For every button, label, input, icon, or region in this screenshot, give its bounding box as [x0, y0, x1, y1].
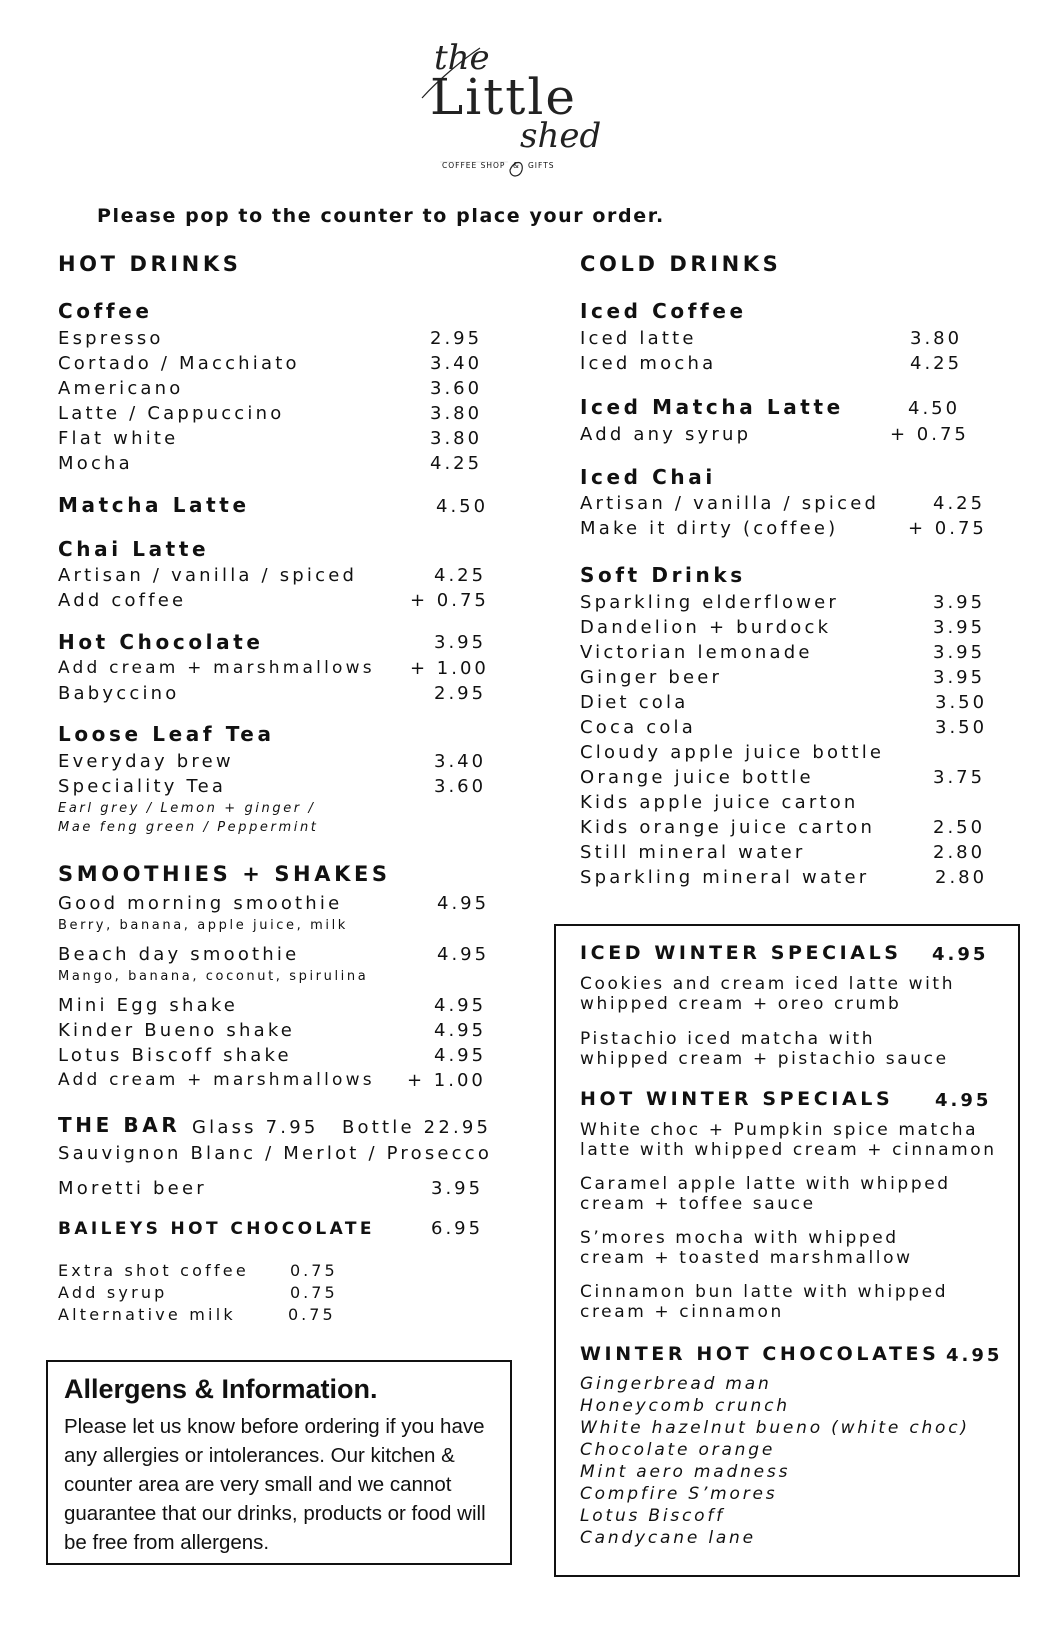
hot-chocolate-flavour: Candycane lane	[580, 1528, 756, 1548]
winter-hot-chocolates-price: 4.95	[946, 1345, 1003, 1366]
menu-item-price: 3.75	[933, 767, 986, 788]
hot-chocolate-flavour: Lotus Biscoff	[580, 1506, 725, 1526]
menu-item-name: Add cream + marshmallows	[58, 658, 375, 678]
menu-item-name: Sparkling elderflower	[580, 592, 839, 613]
logo-tagline-left: COFFEE SHOP	[442, 161, 506, 170]
matcha-latte-price: 4.50	[436, 496, 489, 517]
extra-name: Extra shot coffee	[58, 1261, 249, 1280]
menu-item-price: 3.95	[933, 667, 986, 688]
menu-item-price: 4.95	[437, 893, 490, 914]
menu-item-description: Berry, banana, apple juice, milk	[58, 918, 348, 933]
logo-shed: shed	[520, 116, 602, 156]
hot-chocolate-flavour: Mint aero madness	[580, 1462, 791, 1482]
menu-item-name: Orange juice bottle	[580, 767, 814, 788]
menu-item-price: 4.25	[434, 565, 487, 586]
winter-hot-chocolates-heading: WINTER HOT CHOCOLATES	[580, 1343, 940, 1365]
menu-item-name: Artisan / vanilla / spiced	[58, 565, 358, 586]
extra-price: 0.75	[288, 1305, 336, 1324]
menu-item-price: 2.95	[430, 328, 483, 349]
the-bar-heading: THE BAR	[58, 1113, 181, 1137]
iced-chai-heading: Iced Chai	[580, 465, 716, 489]
menu-item-name: Victorian lemonade	[580, 642, 813, 663]
menu-item-price: + 0.75	[410, 590, 489, 611]
menu-item-name: Add cream + marshmallows	[58, 1070, 375, 1090]
menu-item-name: Kinder Bueno shake	[58, 1020, 296, 1041]
menu-item-price: 3.60	[434, 776, 487, 797]
special-item: cream + cinnamon	[580, 1302, 784, 1322]
bar-glass-price: Glass 7.95	[192, 1117, 319, 1138]
menu-item-name: Mocha	[58, 453, 133, 474]
hot-chocolate-flavour: Compfire S’mores	[580, 1484, 778, 1504]
menu-item-price: 2.80	[935, 867, 988, 888]
menu-item-name: Good morning smoothie	[58, 893, 343, 914]
iced-winter-specials-heading: ICED WINTER SPECIALS	[580, 942, 902, 964]
menu-item-price: 4.25	[933, 493, 986, 514]
menu-item-name: Coca cola	[580, 717, 696, 738]
menu-item-name: Still mineral water	[580, 842, 806, 863]
special-item: cream + toffee sauce	[580, 1194, 816, 1214]
menu-item-price: 4.95	[437, 944, 490, 965]
tea-varieties-note: Mae feng green / Peppermint	[58, 820, 319, 835]
extra-name: Add syrup	[58, 1283, 168, 1302]
hot-chocolate-flavour: White hazelnut bueno (white choc)	[580, 1418, 970, 1438]
hot-chocolate-flavour: Honeycomb crunch	[580, 1396, 790, 1416]
extra-price: 0.75	[290, 1283, 338, 1302]
logo-tagline-amp: &	[513, 161, 520, 170]
bar-bottle-price: Bottle 22.95	[342, 1117, 492, 1138]
menu-item-price: 3.80	[910, 328, 963, 349]
special-item: cream + toasted marshmallow	[580, 1248, 913, 1268]
allergens-body: Please let us know before ordering if you have any allergies or intolerances. Our kitchen & counter area are very small and we cannot guarantee that our drinks, products or food will be free from allergens.	[64, 1415, 486, 1554]
menu-item-price: 3.80	[430, 403, 483, 424]
iced-matcha-price: 4.50	[908, 398, 961, 419]
logo	[410, 38, 610, 178]
iced-matcha-heading: Iced Matcha Latte	[580, 395, 844, 419]
menu-item-price: 3.80	[430, 428, 483, 449]
special-item: Pistachio iced matcha with	[580, 1029, 876, 1049]
allergens-title: Allergens & Information.	[64, 1374, 378, 1404]
menu-item-price: 3.95	[933, 592, 986, 613]
menu-item-price: 2.80	[933, 842, 986, 863]
menu-item-price: + 1.00	[410, 658, 489, 679]
menu-item-price: 3.40	[430, 353, 483, 374]
special-item: latte with whipped cream + cinnamon	[580, 1140, 997, 1160]
chai-latte-heading: Chai Latte	[58, 537, 210, 561]
menu-item-name: Iced mocha	[580, 353, 717, 374]
menu-item-name: Speciality Tea	[58, 776, 227, 797]
menu-item-price: 2.50	[933, 817, 986, 838]
smoothies-shakes-heading: SMOOTHIES + SHAKES	[58, 862, 391, 886]
menu-item-name: Kids orange juice carton	[580, 817, 876, 838]
menu-item-price: 4.25	[910, 353, 963, 374]
extra-name: Alternative milk	[58, 1305, 236, 1324]
menu-item-name: Lotus Biscoff shake	[58, 1045, 292, 1066]
hot-chocolate-heading: Hot Chocolate	[58, 630, 264, 654]
menu-item-name: Espresso	[58, 328, 164, 349]
extra-price: 0.75	[290, 1261, 338, 1280]
menu-item-price: 4.25	[430, 453, 483, 474]
iced-coffee-heading: Iced Coffee	[580, 299, 747, 323]
menu-item-name: Mini Egg shake	[58, 995, 239, 1016]
menu-item-price: 4.95	[434, 1045, 487, 1066]
baileys-price: 6.95	[431, 1218, 484, 1239]
menu-item-name: Kids apple juice carton	[580, 792, 859, 813]
hot-winter-specials-heading: HOT WINTER SPECIALS	[580, 1088, 894, 1110]
hot-drinks-heading: HOT DRINKS	[58, 252, 242, 276]
menu-item-price: 2.95	[434, 683, 487, 704]
menu-item-name: Artisan / vanilla / spiced	[580, 493, 880, 514]
soft-drinks-heading: Soft Drinks	[580, 563, 746, 587]
menu-item-name: Moretti beer	[58, 1178, 207, 1199]
special-item: S’mores mocha with whipped	[580, 1228, 899, 1248]
menu-item-price: 3.50	[935, 717, 988, 738]
menu-item-name: Dandelion + burdock	[580, 617, 832, 638]
logo-the: the	[434, 38, 490, 78]
special-item: White choc + Pumpkin spice matcha	[580, 1120, 979, 1140]
menu-item-price: + 0.75	[908, 518, 987, 539]
menu-item-name: Diet cola	[580, 692, 689, 713]
special-item: Cookies and cream iced latte with	[580, 974, 956, 994]
matcha-latte-heading: Matcha Latte	[58, 493, 250, 517]
menu-item-name: Sparkling mineral water	[580, 867, 870, 888]
tea-varieties-note: Earl grey / Lemon + ginger /	[58, 801, 316, 816]
menu-item-name: Cortado / Macchiato	[58, 353, 300, 374]
menu-item-name: Add coffee	[58, 590, 187, 611]
menu-item-price: 3.60	[430, 378, 483, 399]
hot-winter-specials-price: 4.95	[935, 1090, 992, 1111]
menu-item-price: 4.95	[434, 995, 487, 1016]
menu-item-price: 3.95	[431, 1178, 484, 1199]
special-item: Cinnamon bun latte with whipped	[580, 1282, 949, 1302]
menu-item-name: Flat white	[58, 428, 179, 449]
menu-item-name: Add any syrup	[580, 424, 752, 445]
special-item: Caramel apple latte with whipped	[580, 1174, 951, 1194]
menu-item-name: Latte / Cappuccino	[58, 403, 285, 424]
menu-item-name: Iced latte	[580, 328, 697, 349]
menu-item-description: Mango, banana, coconut, spirulina	[58, 969, 369, 984]
menu-item-price: + 0.75	[890, 424, 969, 445]
special-item: whipped cream + pistachio sauce	[580, 1049, 949, 1069]
allergens-box	[46, 1360, 512, 1565]
menu-item-price: 3.50	[935, 692, 988, 713]
menu-item-name: Cloudy apple juice bottle	[580, 742, 885, 763]
hot-chocolate-flavour: Chocolate orange	[580, 1440, 776, 1460]
menu-item-price: + 1.00	[407, 1070, 486, 1091]
menu-item-name: Americano	[58, 378, 184, 399]
coffee-heading: Coffee	[58, 299, 153, 323]
menu-item-name: Babyccino	[58, 683, 180, 704]
logo-little: Little	[430, 68, 577, 126]
menu-item-price: 3.95	[933, 617, 986, 638]
menu-item-name: Make it dirty (coffee)	[580, 518, 839, 539]
hot-chocolate-price: 3.95	[434, 632, 487, 653]
hot-chocolate-flavour: Gingerbread man	[580, 1374, 772, 1394]
baileys-heading: BAILEYS HOT CHOCOLATE	[58, 1219, 375, 1239]
logo-tagline-right: GIFTS	[528, 161, 555, 170]
menu-item-name: Beach day smoothie	[58, 944, 300, 965]
special-item: whipped cream + oreo crumb	[580, 994, 902, 1014]
menu-item-price: 3.95	[933, 642, 986, 663]
menu-item-price: 3.40	[434, 751, 487, 772]
menu-item-name: Everyday brew	[58, 751, 234, 772]
bar-wines: Sauvignon Blanc / Merlot / Prosecco	[58, 1143, 493, 1164]
menu-item-name: Ginger beer	[580, 667, 723, 688]
cold-drinks-heading: COLD DRINKS	[580, 252, 782, 276]
loose-leaf-tea-heading: Loose Leaf Tea	[58, 722, 275, 746]
iced-winter-specials-price: 4.95	[932, 944, 989, 965]
menu-item-price: 4.95	[434, 1020, 487, 1041]
intro-text: Please pop to the counter to place your order.	[97, 205, 665, 227]
